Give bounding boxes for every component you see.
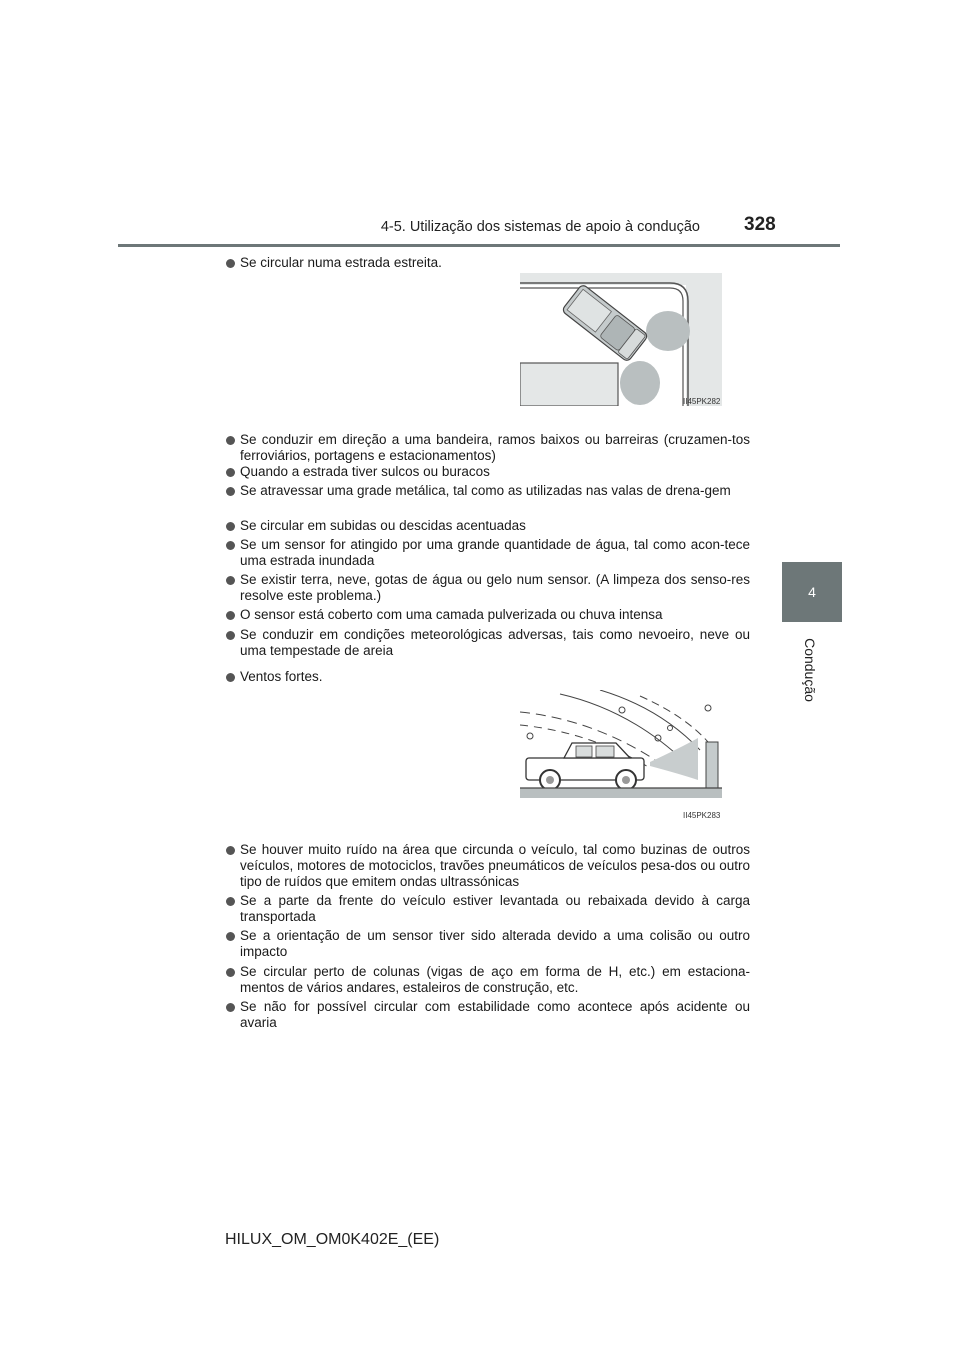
- figure-code: II45PK282: [683, 397, 721, 406]
- figure-code: II45PK283: [683, 811, 721, 820]
- list-item: Se circular numa estrada estreita.: [225, 255, 750, 271]
- list-item: O sensor está coberto com uma camada pulverizada ou chuva intensa: [225, 607, 750, 623]
- list-item: Se circular perto de colunas (vigas de aço em forma de H, etc.) em estaciona-mentos de vários andares, estaleiros de construção, etc.: [225, 964, 750, 996]
- list-item: Se atravessar uma grade metálica, tal como as utilizadas nas valas de drena-gem: [225, 483, 750, 499]
- header-divider: [118, 244, 840, 247]
- list-item: Se não for possível circular com estabilidade como acontece após acidente ou avaria: [225, 999, 750, 1031]
- list-item: Se circular em subidas ou descidas acentuadas: [225, 518, 750, 534]
- list-item: Se um sensor for atingido por uma grande quantidade de água, tal como acon-tece uma estrada inundada: [225, 537, 750, 569]
- list-item: Se existir terra, neve, gotas de água ou gelo num sensor. (A limpeza dos senso-res resolve este problema.): [225, 572, 750, 604]
- document-code: HILUX_OM_OM0K402E_(EE): [225, 1231, 440, 1248]
- page-number: 328: [744, 214, 776, 235]
- strong-wind-illustration: [520, 690, 722, 800]
- list-item: Se conduzir em condições meteorológicas adversas, tais como nevoeiro, neve ou uma tempestade de areia: [225, 627, 750, 659]
- figure-narrow-road: [520, 273, 722, 406]
- narrow-road-illustration: [520, 273, 722, 406]
- list-item: Se conduzir em direção a uma bandeira, ramos baixos ou barreiras (cruzamen-tos ferroviários, portagens e estacionamentos): [225, 432, 750, 464]
- figure-strong-wind: [520, 690, 722, 824]
- list-item: Ventos fortes.: [225, 669, 750, 685]
- chapter-label-text: Condução: [802, 638, 819, 702]
- list-item: Quando a estrada tiver sulcos ou buracos: [225, 464, 750, 480]
- section-title: 4-5. Utilização dos sistemas de apoio à condução: [380, 219, 700, 235]
- list-item: Se houver muito ruído na área que circunda o veículo, tal como buzinas de outros veículos, motores de motociclos, travões pneumáticos de veículos pesa-dos ou outro tipo de ruídos que emitem ondas ultrassónicas: [225, 842, 750, 890]
- list-item: Se a orientação de um sensor tiver sido alterada devido a uma colisão ou outro impacto: [225, 928, 750, 960]
- list-item: Se a parte da frente do veículo estiver levantada ou rebaixada devido à carga transportada: [225, 893, 750, 925]
- chapter-label: [780, 630, 840, 710]
- chapter-tab: 4: [782, 562, 842, 622]
